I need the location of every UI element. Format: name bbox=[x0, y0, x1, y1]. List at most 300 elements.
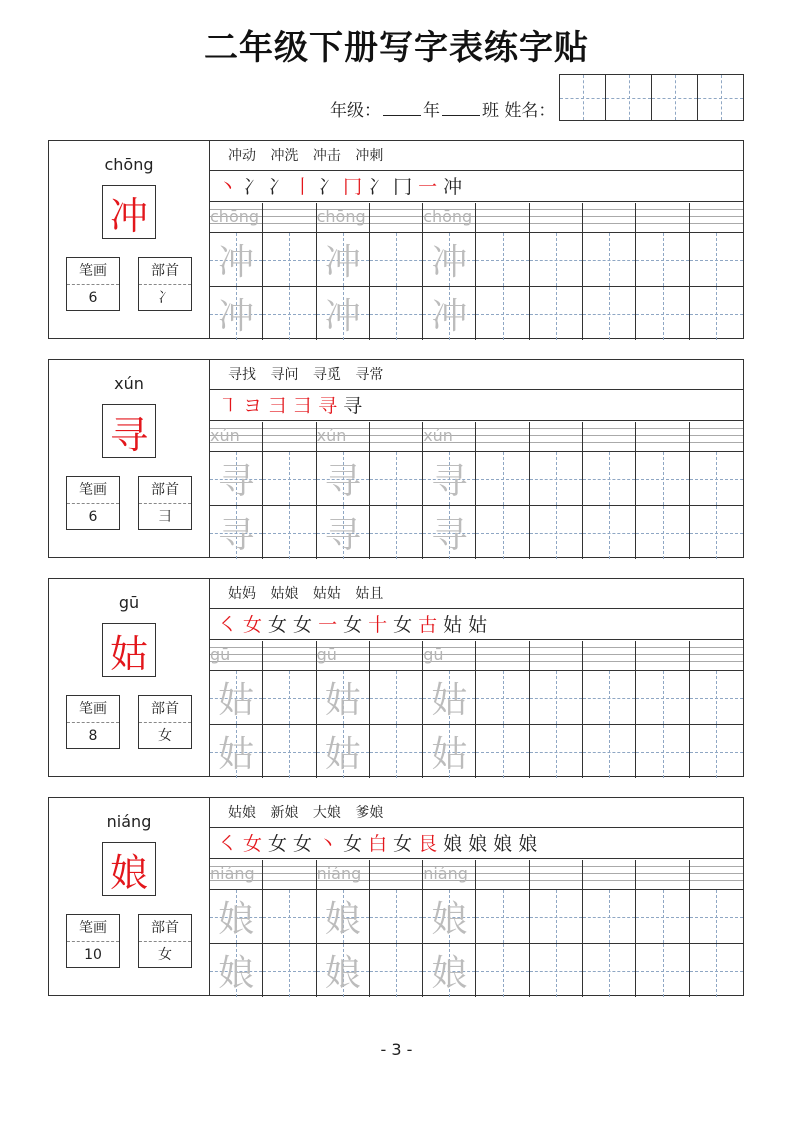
pinyin-practice-row bbox=[210, 641, 743, 671]
writing-cell[interactable] bbox=[476, 233, 529, 286]
trace-character: 姑 bbox=[431, 680, 468, 721]
pinyin-cell[interactable] bbox=[263, 641, 316, 670]
guide-line bbox=[530, 866, 582, 867]
writing-cell[interactable] bbox=[263, 671, 316, 724]
writing-cell[interactable] bbox=[690, 506, 743, 559]
stroke-count-box bbox=[66, 695, 120, 749]
writing-cell[interactable] bbox=[583, 287, 636, 340]
pinyin-cell[interactable] bbox=[370, 422, 423, 451]
guide-line bbox=[476, 880, 528, 881]
guide-line bbox=[690, 428, 743, 429]
pinyin-cell[interactable] bbox=[263, 860, 316, 889]
pinyin-cell[interactable] bbox=[690, 422, 743, 451]
writing-cell[interactable] bbox=[636, 944, 689, 997]
writing-cell[interactable] bbox=[423, 233, 476, 286]
writing-cell[interactable] bbox=[317, 725, 370, 778]
writing-cell[interactable] bbox=[370, 890, 423, 943]
guide-line bbox=[263, 223, 315, 224]
pinyin-trace: xún bbox=[423, 426, 453, 445]
radical-label: 部首 bbox=[139, 258, 191, 285]
radical-label: 部首 bbox=[139, 915, 191, 942]
writing-cell[interactable] bbox=[476, 725, 529, 778]
stroke-step bbox=[243, 614, 268, 636]
guide-line bbox=[263, 435, 315, 436]
name-grid[interactable] bbox=[559, 74, 744, 121]
stroke-prev: 女 bbox=[268, 833, 294, 855]
stroke-step bbox=[518, 833, 543, 855]
guide-line bbox=[530, 654, 582, 655]
stroke-prev: 娘 bbox=[518, 833, 544, 855]
writing-cell[interactable] bbox=[530, 725, 583, 778]
stroke-new: 女 bbox=[243, 614, 269, 636]
guide-line bbox=[583, 654, 635, 655]
writing-cell[interactable] bbox=[583, 506, 636, 559]
guide-line bbox=[690, 216, 743, 217]
trace-character: 寻 bbox=[218, 515, 255, 556]
guide-line bbox=[690, 442, 743, 443]
guide-line bbox=[636, 435, 688, 436]
writing-cell[interactable] bbox=[636, 506, 689, 559]
stroke-step bbox=[343, 833, 393, 855]
stroke-step bbox=[268, 833, 293, 855]
guide-line bbox=[583, 435, 635, 436]
guide-line bbox=[530, 216, 582, 217]
writing-cell[interactable] bbox=[423, 287, 476, 340]
writing-cell[interactable] bbox=[370, 944, 423, 997]
stroke-new: 彐 bbox=[293, 395, 319, 417]
writing-cell[interactable] bbox=[317, 890, 370, 943]
trace-character: 姑 bbox=[218, 734, 255, 775]
pinyin-cell[interactable] bbox=[530, 641, 583, 670]
guide-line bbox=[370, 442, 422, 443]
guide-line bbox=[476, 647, 528, 648]
writing-cell[interactable] bbox=[317, 671, 370, 724]
stroke-count-label: 笔画 bbox=[67, 258, 119, 285]
writing-cell[interactable] bbox=[370, 725, 423, 778]
guide-line bbox=[636, 647, 688, 648]
stroke-new: ㇕ bbox=[218, 395, 244, 417]
writing-cell[interactable] bbox=[263, 287, 316, 340]
pinyin-cell[interactable] bbox=[530, 203, 583, 232]
pinyin-cell[interactable] bbox=[210, 641, 263, 670]
stroke-count-value: 6 bbox=[88, 509, 98, 525]
writing-cell[interactable] bbox=[210, 233, 263, 286]
stroke-prev: 女 bbox=[268, 614, 294, 636]
writing-cell[interactable] bbox=[690, 671, 743, 724]
writing-cell[interactable] bbox=[263, 452, 316, 505]
writing-cell[interactable] bbox=[583, 452, 636, 505]
guide-line bbox=[263, 216, 315, 217]
radical-value: 彐 bbox=[158, 509, 172, 525]
pinyin-cell[interactable] bbox=[583, 422, 636, 451]
pinyin-cell[interactable] bbox=[423, 860, 476, 889]
writing-cell[interactable] bbox=[476, 944, 529, 997]
writing-cell[interactable] bbox=[636, 890, 689, 943]
guide-line bbox=[690, 661, 743, 662]
guide-line bbox=[370, 223, 422, 224]
pinyin-cell[interactable] bbox=[317, 422, 370, 451]
writing-cell[interactable] bbox=[263, 725, 316, 778]
stroke-step bbox=[368, 176, 443, 198]
guide-line bbox=[263, 661, 315, 662]
guide-line bbox=[476, 442, 528, 443]
guide-line bbox=[690, 209, 743, 210]
tracing-row bbox=[210, 725, 743, 778]
writing-cell[interactable] bbox=[370, 233, 423, 286]
pinyin-cell[interactable] bbox=[476, 860, 529, 889]
writing-cell[interactable] bbox=[583, 890, 636, 943]
writing-cell[interactable] bbox=[210, 725, 263, 778]
writing-cell[interactable] bbox=[317, 287, 370, 340]
writing-cell[interactable] bbox=[423, 725, 476, 778]
writing-cell[interactable] bbox=[636, 287, 689, 340]
stroke-step bbox=[343, 395, 368, 417]
writing-cell[interactable] bbox=[530, 506, 583, 559]
pinyin-cell[interactable] bbox=[583, 641, 636, 670]
stroke-step bbox=[218, 833, 243, 855]
writing-cell[interactable] bbox=[423, 890, 476, 943]
writing-cell[interactable] bbox=[636, 452, 689, 505]
pinyin-cell[interactable] bbox=[636, 860, 689, 889]
stroke-step bbox=[393, 833, 443, 855]
guide-line bbox=[530, 442, 582, 443]
pinyin-practice-row bbox=[210, 860, 743, 890]
guide-line bbox=[690, 873, 743, 874]
guide-line bbox=[263, 428, 315, 429]
trace-character: 冲 bbox=[431, 242, 468, 283]
guide-line bbox=[690, 647, 743, 648]
writing-cell[interactable] bbox=[263, 506, 316, 559]
stroke-prev: 冫 bbox=[243, 176, 269, 198]
stroke-order bbox=[210, 829, 743, 859]
writing-cell[interactable] bbox=[636, 671, 689, 724]
guide-line bbox=[583, 866, 635, 867]
guide-line bbox=[370, 654, 422, 655]
writing-cell[interactable] bbox=[476, 671, 529, 724]
stroke-prev: 寻 bbox=[343, 395, 369, 417]
guide-line bbox=[476, 866, 528, 867]
guide-line bbox=[476, 428, 528, 429]
tracing-row bbox=[210, 452, 743, 506]
pinyin-cell[interactable] bbox=[690, 860, 743, 889]
stroke-prev: 娘 bbox=[443, 833, 469, 855]
stroke-prev: 冫冂 bbox=[368, 176, 419, 198]
stroke-step bbox=[468, 833, 493, 855]
guide-line bbox=[690, 866, 743, 867]
writing-cell[interactable] bbox=[317, 944, 370, 997]
guide-line bbox=[583, 209, 635, 210]
writing-cell[interactable] bbox=[690, 452, 743, 505]
example-words: 冲动 冲洗 冲击 冲刺 bbox=[210, 141, 743, 171]
pinyin-cell[interactable] bbox=[476, 641, 529, 670]
writing-cell[interactable] bbox=[583, 725, 636, 778]
stroke-step bbox=[443, 833, 468, 855]
writing-cell[interactable] bbox=[317, 506, 370, 559]
stroke-step bbox=[468, 614, 493, 636]
stroke-count-value: 6 bbox=[88, 290, 98, 306]
guide-line bbox=[530, 209, 582, 210]
class-blank[interactable] bbox=[442, 101, 480, 116]
pinyin-cell[interactable] bbox=[423, 641, 476, 670]
guide-line bbox=[636, 873, 688, 874]
radical-label: 部首 bbox=[139, 696, 191, 723]
guide-line bbox=[263, 647, 315, 648]
writing-cell[interactable] bbox=[690, 233, 743, 286]
stroke-order bbox=[210, 391, 743, 421]
pinyin-cell[interactable] bbox=[317, 860, 370, 889]
stroke-step bbox=[393, 614, 443, 636]
writing-cell[interactable] bbox=[370, 287, 423, 340]
pinyin-cell[interactable] bbox=[370, 641, 423, 670]
writing-cell[interactable] bbox=[423, 452, 476, 505]
pinyin-cell[interactable] bbox=[476, 203, 529, 232]
stroke-count-label: 笔画 bbox=[67, 477, 119, 504]
writing-cell[interactable] bbox=[690, 944, 743, 997]
trace-character: 姑 bbox=[324, 680, 361, 721]
practice-area bbox=[210, 360, 743, 557]
guide-line bbox=[636, 654, 688, 655]
pinyin-cell[interactable] bbox=[583, 203, 636, 232]
model-character: 寻 bbox=[102, 404, 156, 458]
pinyin-cell[interactable] bbox=[423, 422, 476, 451]
trace-character: 姑 bbox=[218, 680, 255, 721]
stroke-new: 白 bbox=[368, 833, 394, 855]
pinyin-trace: gū bbox=[423, 645, 444, 664]
pinyin-cell[interactable] bbox=[370, 203, 423, 232]
writing-cell[interactable] bbox=[210, 944, 263, 997]
writing-cell[interactable] bbox=[263, 890, 316, 943]
pinyin-cell[interactable] bbox=[210, 860, 263, 889]
guide-line bbox=[476, 435, 528, 436]
writing-cell[interactable] bbox=[530, 944, 583, 997]
pinyin-trace: niáng bbox=[210, 864, 255, 883]
pinyin-cell[interactable] bbox=[636, 422, 689, 451]
writing-cell[interactable] bbox=[530, 671, 583, 724]
pinyin-cell[interactable] bbox=[317, 203, 370, 232]
radical-box bbox=[138, 914, 192, 968]
guide-line bbox=[476, 223, 528, 224]
pinyin-trace: niáng bbox=[316, 864, 362, 883]
guide-line bbox=[530, 873, 582, 874]
stroke-count-box bbox=[66, 257, 120, 311]
guide-line bbox=[370, 435, 422, 436]
trace-character: 冲 bbox=[218, 296, 255, 337]
stroke-order bbox=[210, 172, 743, 202]
guide-line bbox=[370, 661, 422, 662]
pinyin-cell[interactable] bbox=[636, 203, 689, 232]
stroke-new: 丶 bbox=[218, 176, 244, 198]
character-info bbox=[49, 798, 210, 995]
pinyin-cell[interactable] bbox=[317, 641, 370, 670]
writing-cell[interactable] bbox=[476, 452, 529, 505]
writing-cell[interactable] bbox=[263, 233, 316, 286]
stroke-new: 古 bbox=[418, 614, 444, 636]
pinyin-trace: gū bbox=[316, 645, 337, 664]
writing-cell[interactable] bbox=[370, 671, 423, 724]
stroke-step bbox=[343, 614, 393, 636]
writing-cell[interactable] bbox=[370, 452, 423, 505]
stroke-prev: 冫 bbox=[318, 176, 344, 198]
stroke-new: 丨 bbox=[293, 176, 319, 198]
stroke-step bbox=[293, 614, 343, 636]
pinyin-cell[interactable] bbox=[530, 422, 583, 451]
stroke-step bbox=[218, 614, 243, 636]
writing-cell[interactable] bbox=[690, 725, 743, 778]
pinyin-cell[interactable] bbox=[636, 641, 689, 670]
pinyin-trace: chōng bbox=[316, 207, 366, 226]
writing-cell[interactable] bbox=[210, 671, 263, 724]
radical-box bbox=[138, 257, 192, 311]
pinyin-cell[interactable] bbox=[476, 422, 529, 451]
guide-line bbox=[636, 866, 688, 867]
writing-cell[interactable] bbox=[530, 233, 583, 286]
writing-cell[interactable] bbox=[583, 233, 636, 286]
trace-character: 姑 bbox=[324, 734, 361, 775]
stroke-order bbox=[210, 610, 743, 640]
guide-line bbox=[530, 661, 582, 662]
writing-cell[interactable] bbox=[317, 233, 370, 286]
pinyin-cell[interactable] bbox=[423, 203, 476, 232]
pinyin-cell[interactable] bbox=[263, 203, 316, 232]
guide-line bbox=[530, 880, 582, 881]
practice-area bbox=[210, 141, 743, 338]
stroke-prev: 女 bbox=[293, 614, 319, 636]
guide-line bbox=[636, 880, 688, 881]
stroke-step bbox=[218, 176, 243, 198]
stroke-prev: 女 bbox=[343, 614, 369, 636]
radical-value: 女 bbox=[158, 728, 172, 744]
guide-line bbox=[263, 873, 315, 874]
writing-cell[interactable] bbox=[423, 944, 476, 997]
writing-cell[interactable] bbox=[210, 890, 263, 943]
pinyin-trace: xún bbox=[210, 426, 240, 445]
writing-cell[interactable] bbox=[690, 287, 743, 340]
grade-blank[interactable] bbox=[383, 101, 421, 116]
writing-cell[interactable] bbox=[690, 890, 743, 943]
pinyin-trace: xún bbox=[316, 426, 347, 445]
stroke-prev: 冲 bbox=[443, 176, 469, 198]
writing-cell[interactable] bbox=[636, 233, 689, 286]
pinyin-cell[interactable] bbox=[370, 860, 423, 889]
guide-line bbox=[263, 209, 315, 210]
writing-cell[interactable] bbox=[210, 506, 263, 559]
guide-line bbox=[530, 428, 582, 429]
guide-line bbox=[583, 647, 635, 648]
tracing-row bbox=[210, 287, 743, 340]
guide-line bbox=[583, 880, 635, 881]
writing-cell[interactable] bbox=[423, 671, 476, 724]
stroke-step bbox=[318, 176, 368, 198]
character-card bbox=[48, 578, 744, 777]
pinyin-cell[interactable] bbox=[263, 422, 316, 451]
writing-cell[interactable] bbox=[423, 506, 476, 559]
guide-line bbox=[636, 209, 688, 210]
name-label: 姓名： bbox=[504, 101, 556, 121]
stroke-prev: 女 bbox=[343, 833, 369, 855]
writing-cell[interactable] bbox=[476, 890, 529, 943]
writing-cell[interactable] bbox=[476, 506, 529, 559]
writing-cell[interactable] bbox=[530, 452, 583, 505]
pinyin-cell[interactable] bbox=[690, 641, 743, 670]
guide-line bbox=[636, 216, 688, 217]
stroke-step bbox=[293, 833, 343, 855]
guide-line bbox=[263, 654, 315, 655]
guide-line bbox=[530, 647, 582, 648]
stroke-new: 寻 bbox=[318, 395, 344, 417]
stroke-step bbox=[443, 614, 468, 636]
guide-line bbox=[583, 442, 635, 443]
pinyin-label: chōng bbox=[104, 155, 154, 174]
stroke-count-box bbox=[66, 914, 120, 968]
trace-character: 寻 bbox=[431, 461, 468, 502]
trace-character: 姑 bbox=[431, 734, 468, 775]
stroke-step bbox=[243, 176, 268, 198]
guide-line bbox=[476, 209, 528, 210]
trace-character: 冲 bbox=[324, 242, 361, 283]
name-cell[interactable] bbox=[560, 75, 606, 120]
writing-cell[interactable] bbox=[370, 506, 423, 559]
guide-line bbox=[636, 223, 688, 224]
tracing-row bbox=[210, 671, 743, 725]
writing-cell[interactable] bbox=[210, 452, 263, 505]
stroke-new: 十 bbox=[368, 614, 394, 636]
pinyin-label: niáng bbox=[106, 812, 152, 831]
guide-line bbox=[370, 209, 422, 210]
character-card bbox=[48, 359, 744, 558]
stroke-count-label: 笔画 bbox=[67, 696, 119, 723]
character-info bbox=[49, 360, 210, 557]
pinyin-cell[interactable] bbox=[210, 422, 263, 451]
writing-cell[interactable] bbox=[583, 671, 636, 724]
model-character: 冲 bbox=[102, 185, 156, 239]
writing-cell[interactable] bbox=[263, 944, 316, 997]
model-character: 姑 bbox=[102, 623, 156, 677]
stroke-prev: 女 bbox=[393, 833, 419, 855]
model-character: 娘 bbox=[102, 842, 156, 896]
writing-cell[interactable] bbox=[210, 287, 263, 340]
pinyin-cell[interactable] bbox=[210, 203, 263, 232]
guide-line bbox=[583, 216, 635, 217]
stroke-new: 一 bbox=[318, 614, 344, 636]
stroke-step bbox=[268, 176, 318, 198]
stroke-count-value: 8 bbox=[88, 728, 98, 744]
writing-cell[interactable] bbox=[530, 287, 583, 340]
character-card bbox=[48, 797, 744, 996]
name-cell[interactable] bbox=[698, 75, 743, 120]
trace-character: 娘 bbox=[324, 953, 361, 994]
stroke-prev: 冫 bbox=[268, 176, 294, 198]
guide-line bbox=[636, 428, 688, 429]
name-cell[interactable] bbox=[606, 75, 652, 120]
guide-line bbox=[530, 435, 582, 436]
stroke-new: 冂 bbox=[343, 176, 369, 198]
page-number: - 3 - bbox=[380, 1040, 413, 1059]
stroke-prev: 娘 bbox=[493, 833, 519, 855]
pinyin-practice-row bbox=[210, 203, 743, 233]
name-cell[interactable] bbox=[652, 75, 698, 120]
writing-cell[interactable] bbox=[317, 452, 370, 505]
trace-character: 寻 bbox=[324, 461, 361, 502]
pinyin-cell[interactable] bbox=[690, 203, 743, 232]
writing-cell[interactable] bbox=[476, 287, 529, 340]
stroke-prev: 姑 bbox=[443, 614, 469, 636]
writing-cell[interactable] bbox=[530, 890, 583, 943]
pinyin-cell[interactable] bbox=[530, 860, 583, 889]
pinyin-cell[interactable] bbox=[583, 860, 636, 889]
writing-cell[interactable] bbox=[583, 944, 636, 997]
trace-character: 冲 bbox=[324, 296, 361, 337]
writing-cell[interactable] bbox=[636, 725, 689, 778]
